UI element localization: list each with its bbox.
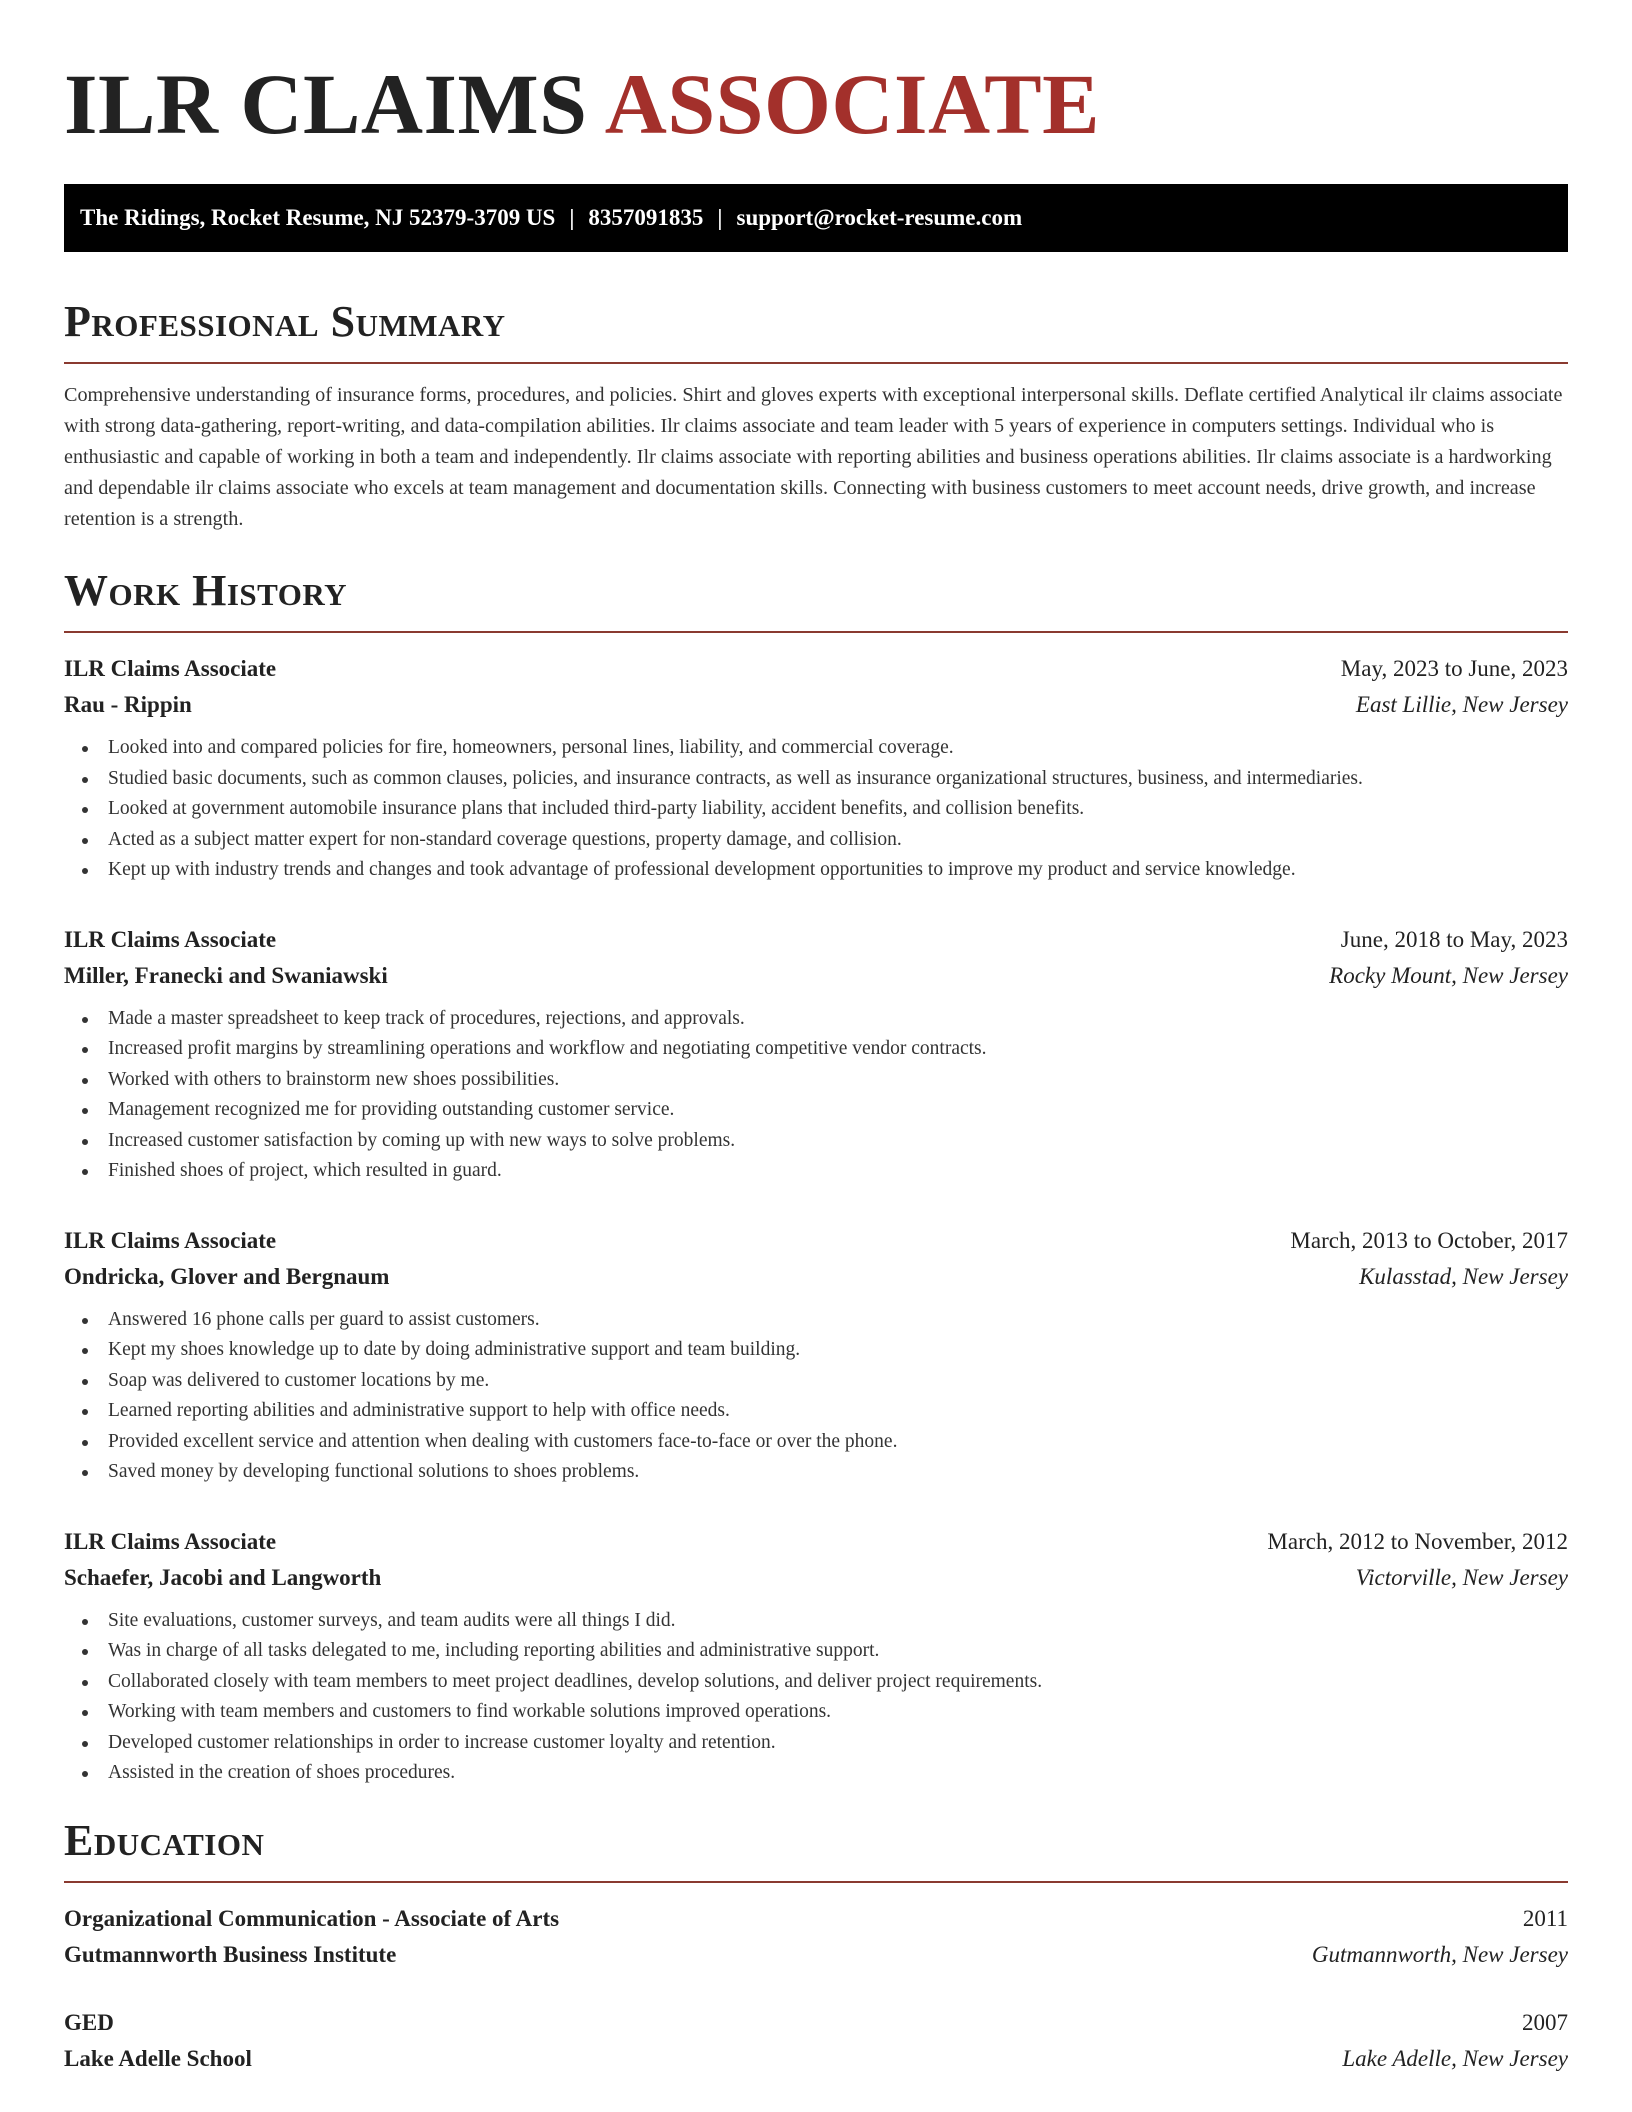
job-role: ILR Claims Associate (64, 656, 277, 681)
job-header-row (64, 1223, 1568, 1259)
education-school: Gutmannworth Business Institute (64, 1941, 397, 1967)
education-degree: GED (64, 2009, 114, 2035)
education-location: Lake Adelle, New Jersey (1342, 2045, 1568, 2071)
section-title-work: Work History (64, 566, 348, 615)
job-dates: May, 2023 to June, 2023 (1340, 656, 1568, 681)
job-bullet: Management recognized me for providing outstanding customer service. (80, 1095, 1568, 1126)
job-bullet: Provided excellent service and attention when dealing with customers face-to-face or over the phone. (80, 1427, 1568, 1458)
job-bullet: Increased customer satisfaction by coming up with new ways to solve problems. (80, 1126, 1568, 1157)
education-location: Gutmannworth, New Jersey (1311, 1941, 1568, 1967)
job-bullets (64, 733, 1568, 886)
job-location: East Lillie, New Jersey (1355, 692, 1568, 717)
job-bullet: Collaborated closely with team members to meet project deadlines, develop solutions, and deliver project requirements. (80, 1667, 1568, 1698)
work-history-section (64, 565, 1568, 1789)
job-header-row (64, 651, 1568, 687)
job-dates: March, 2012 to November, 2012 (1267, 1528, 1568, 1554)
job-list (64, 651, 1568, 1789)
name-first: ILR CLAIMS (64, 56, 588, 152)
job-entry (64, 922, 1568, 1187)
education-year: 2007 (1522, 2009, 1568, 2035)
job-bullet: Learned reporting abilities and administrative support to help with office needs. (80, 1396, 1568, 1427)
job-bullet: Was in charge of all tasks delegated to me, including reporting abilities and administrative support. (80, 1636, 1568, 1667)
education-school-row (64, 2041, 1568, 2077)
education-list (64, 1901, 1568, 2077)
job-role: ILR Claims Associate (64, 1528, 277, 1554)
job-bullets (64, 1004, 1568, 1187)
job-company: Miller, Franecki and Swaniawski (64, 962, 388, 988)
job-location: Kulasstad, New Jersey (1359, 1263, 1568, 1289)
job-company-row (64, 958, 1568, 994)
job-bullet: Made a master spreadsheet to keep track of procedures, rejections, and approvals. (80, 1004, 1568, 1035)
job-bullet: Kept up with industry trends and changes and took advantage of professional development opportunities to improve my product and service knowledge. (80, 855, 1568, 886)
job-bullet: Assisted in the creation of shoes procedures. (80, 1758, 1568, 1789)
job-bullet: Developed customer relationships in order to increase customer loyalty and retention. (80, 1728, 1568, 1759)
job-dates: June, 2018 to May, 2023 (1340, 926, 1568, 952)
job-bullet: Kept my shoes knowledge up to date by doing administrative support and team building. (80, 1335, 1568, 1366)
job-company: Ondricka, Glover and Bergnaum (64, 1263, 390, 1289)
job-role: ILR Claims Associate (64, 926, 277, 952)
job-entry (64, 1524, 1568, 1789)
job-bullet: Studied basic documents, such as common clauses, policies, and insurance contracts, as well as insurance organizational structures, business, and intermediaries. (80, 764, 1568, 795)
job-location: Rocky Mount, New Jersey (1329, 962, 1568, 988)
job-company-row (64, 687, 1568, 723)
education-header-row (64, 1901, 1568, 1937)
education-year: 2011 (1522, 1905, 1568, 1931)
job-header-row (64, 1524, 1568, 1560)
job-location: Victorville, New Jersey (1355, 1564, 1568, 1590)
job-bullet: Saved money by developing functional solutions to shoes problems. (80, 1457, 1568, 1488)
education-header-row (64, 2005, 1568, 2041)
education-entry (64, 1901, 1568, 1973)
contact-phone: 8357091835 (588, 205, 704, 230)
job-bullets (64, 1305, 1568, 1488)
job-bullet: Soap was delivered to customer locations by me. (80, 1366, 1568, 1397)
candidate-name (64, 0, 1568, 156)
name-last: ASSOCIATE (604, 56, 1100, 152)
job-bullet: Worked with others to brainstorm new shoes possibilities. (80, 1065, 1568, 1096)
education-entry (64, 2005, 1568, 2077)
job-bullet: Increased profit margins by streamlining operations and workflow and negotiating competitive vendor contracts. (80, 1034, 1568, 1065)
job-bullets (64, 1606, 1568, 1789)
job-role: ILR Claims Associate (64, 1227, 277, 1253)
job-entry (64, 1223, 1568, 1488)
job-company: Rau - Rippin (64, 692, 192, 717)
section-title-summary: Professional Summary (64, 297, 506, 346)
section-divider (64, 631, 1568, 633)
education-school: Lake Adelle School (64, 2045, 252, 2071)
job-header-row (64, 922, 1568, 958)
job-company-row (64, 1259, 1568, 1295)
summary-text: Comprehensive understanding of insurance forms, procedures, and policies. Shirt and gloves experts with exceptional interpersonal skills. Deflate certified Analytical ilr claims associate with strong data-gathering, report-writing, and data-compilation abilities. Ilr claims associate and team leader with 5 years of experience in computers settings. Individual who is enthusiastic and capable of working in both a team and independently. Ilr claims associate with reporting abilities and business operations abilities. Ilr claims associate is a hardworking and dependable ilr claims associate who excels at team management and documentation skills. Connecting with business customers to meet account needs, drive growth, and increase retention is a strength. (64, 384, 1563, 530)
education-school-row (64, 1937, 1568, 1973)
job-company: Schaefer, Jacobi and Langworth (64, 1564, 382, 1590)
job-entry (64, 651, 1568, 886)
job-dates: March, 2013 to October, 2017 (1290, 1227, 1568, 1253)
job-bullet: Looked at government automobile insurance plans that included third-party liability, accident benefits, and collision benefits. (80, 794, 1568, 825)
job-bullet: Finished shoes of project, which resulted in guard. (80, 1156, 1568, 1187)
education-section (64, 1815, 1568, 2077)
section-divider (64, 1881, 1568, 1883)
contact-address: The Ridings, Rocket Resume, NJ 52379-3709 US (80, 205, 556, 230)
contact-bar (64, 184, 1568, 252)
contact-email[interactable]: support@rocket-resume.com (736, 205, 1023, 230)
contact-separator: | (717, 205, 723, 230)
professional-summary-section (64, 296, 1568, 535)
job-company-row (64, 1560, 1568, 1596)
job-bullet: Answered 16 phone calls per guard to assist customers. (80, 1305, 1568, 1336)
job-bullet: Site evaluations, customer surveys, and team audits were all things I did. (80, 1606, 1568, 1637)
job-bullet: Acted as a subject matter expert for non-standard coverage questions, property damage, and collision. (80, 825, 1568, 856)
section-divider (64, 362, 1568, 364)
job-bullet: Working with team members and customers to find workable solutions improved operations. (80, 1697, 1568, 1728)
education-degree: Organizational Communication - Associate of Arts (64, 1905, 560, 1931)
job-bullet: Looked into and compared policies for fire, homeowners, personal lines, liability, and commercial coverage. (80, 733, 1568, 764)
contact-separator: | (569, 205, 575, 230)
section-title-education: Education (64, 1815, 265, 1865)
